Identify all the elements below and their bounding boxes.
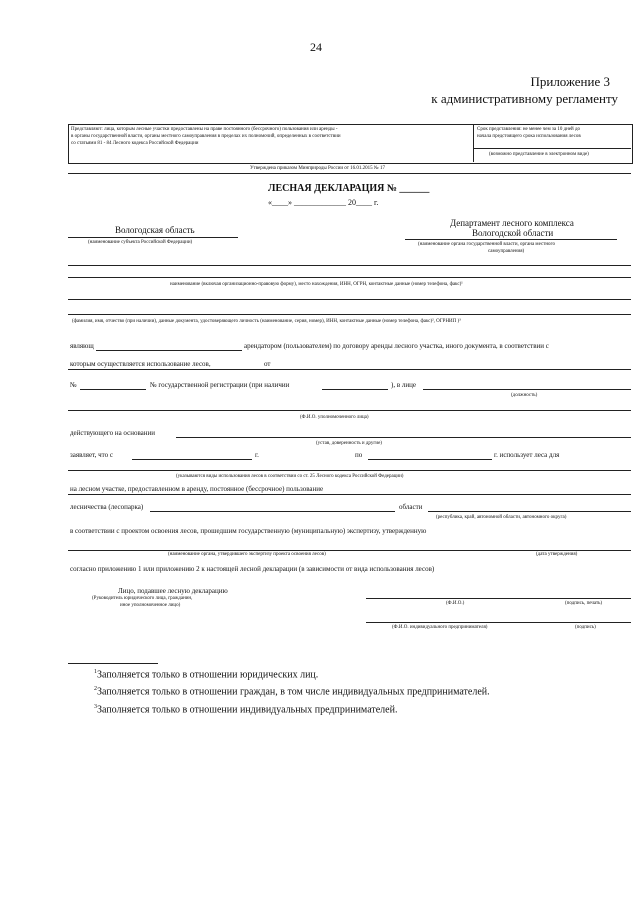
header-right-text-1: Срок представления: не менее чем за 10 дней до — [477, 127, 581, 132]
approving-body-caption: (наименование органа, утвердившего экспертизу проекта освоения лесов) — [168, 552, 326, 557]
according-label: согласно приложению 1 или приложению 2 к настоящей лесной декларации (в зависимости от вида использования лесов) — [70, 565, 435, 573]
approved-order: Утверждена приказом Минприроды России от 16.01.2015 № 17 — [250, 166, 385, 171]
oblast-label: области — [399, 503, 423, 511]
basis-caption: (устав, доверенность и другие) — [316, 441, 382, 446]
signer-line-2: (Руководитель юридического лица, гражданин, — [92, 596, 193, 601]
fio-ip-caption: (Ф.И.О. индивидуального предпринимателя) — [392, 625, 488, 630]
on-plot-label: на лесном участке, предоставленном в аренду, постоянное (бессрочное) пользование — [70, 485, 324, 493]
header-right-text-3: (возможно представление в электронном виде) — [489, 152, 589, 157]
header-right-text-2: начала предстоящего срока использования лесов — [477, 134, 581, 139]
header-divider — [473, 124, 474, 162]
year-g-1: г. — [255, 451, 259, 459]
footnotes — [94, 665, 490, 717]
declares-label: заявляет, что с — [70, 451, 114, 459]
header-left-text-1: Представляют: лица, которым лесные участки предоставлены на праве постоянного (бессрочного) пользования или аренды - — [71, 127, 338, 132]
in-person-label: ), в лице — [391, 381, 416, 389]
number-label: № — [70, 381, 77, 389]
legal-entity-caption: наименование (включая организационно-правовую форму), место нахождения, ИНН, ОГРН, контактные данные (номер телефона, факс)¹ — [170, 282, 463, 287]
acting-label: действующего на основании — [70, 429, 156, 437]
to-label: по — [355, 451, 363, 459]
being-label: являющ — [70, 342, 94, 350]
region-value: Вологодская область — [115, 225, 195, 235]
authority-caption-1: (наименование органа государственной власти, органа местного — [418, 242, 555, 247]
reg-number-label: № государственной регистрации (при наличии — [150, 381, 290, 389]
use-types-caption: (указываются виды использования лесов в соответствии со ст. 25 Лесного кодекса Российской Федерации) — [176, 474, 404, 479]
signer-line-3: иное уполномоченное лицо) — [120, 603, 181, 608]
appendix-line-2: к административному регламенту — [431, 91, 618, 106]
from-label: от — [264, 360, 271, 368]
which-used: которым осуществляется использование лесов, — [70, 360, 211, 368]
being-rest: арендатором (пользователем) по договору аренды лесного участка, иного документа, в соответствии с — [244, 342, 549, 350]
date-line: «____» _____________ 20____ г. — [268, 198, 379, 207]
appendix-line-1: Приложение 3 — [530, 74, 610, 89]
footnote-3: $^3$Заполняется только в отношении индивидуальных предпринимателей. — [94, 703, 398, 715]
approval-date-caption: (дата утверждения) — [536, 552, 578, 557]
signer-line-1: Лицо, подавшее лесную декларацию — [118, 587, 228, 595]
person-caption: (фамилия, имя, отчество (при наличии), данные документа, удостоверяющего личность (наименование, серия, номер), ИНН, контактные данные (номер телефона, факс)², ОГРНИП )³ — [72, 319, 461, 324]
header-left-text-3: со статьями 81 - 84 Лесного кодекса Российской Федерации — [71, 141, 199, 146]
position-caption: (должность) — [511, 393, 538, 398]
footnote-1: $^1$Заполняется только в отношении юридических лиц. — [94, 669, 319, 681]
region-types-caption: (республика, край, автономной области, автономного округа) — [436, 515, 567, 520]
will-use-label: г. использует леса для — [494, 451, 560, 459]
header-left-text-2: в органы государственной власти, органы местного самоуправления в пределах их полномочий, определенных в соответствии — [71, 134, 341, 139]
authority-value-2: Вологодской области — [472, 228, 554, 238]
footnote-2: $^2$Заполняется только в отношении граждан, в том числе индивидуальных предпринимателей. — [94, 686, 490, 698]
per-project-label: в соответствии с проектом освоения лесов, прошедшим государственную (муниципальную) экспертизу, утвержденную — [70, 527, 427, 535]
fio-rep-caption: (Ф.И.О. уполномоченного лица) — [300, 415, 369, 420]
page-number: 24 — [310, 40, 322, 54]
fio-caption: (Ф.И.О.) — [446, 601, 465, 606]
signature-caption: (подпись) — [575, 625, 596, 630]
signature-seal-caption: (подпись, печать) — [565, 601, 603, 606]
region-caption: (наименование субъекта Российской Федерации) — [88, 240, 193, 245]
forestry-label: лесничества (лесопарка) — [70, 503, 144, 511]
declaration-title: ЛЕСНАЯ ДЕКЛАРАЦИЯ № ______ — [268, 183, 430, 194]
authority-value-1: Департамент лесного комплекса — [450, 218, 574, 228]
authority-caption-2: самоуправления) — [488, 249, 525, 254]
